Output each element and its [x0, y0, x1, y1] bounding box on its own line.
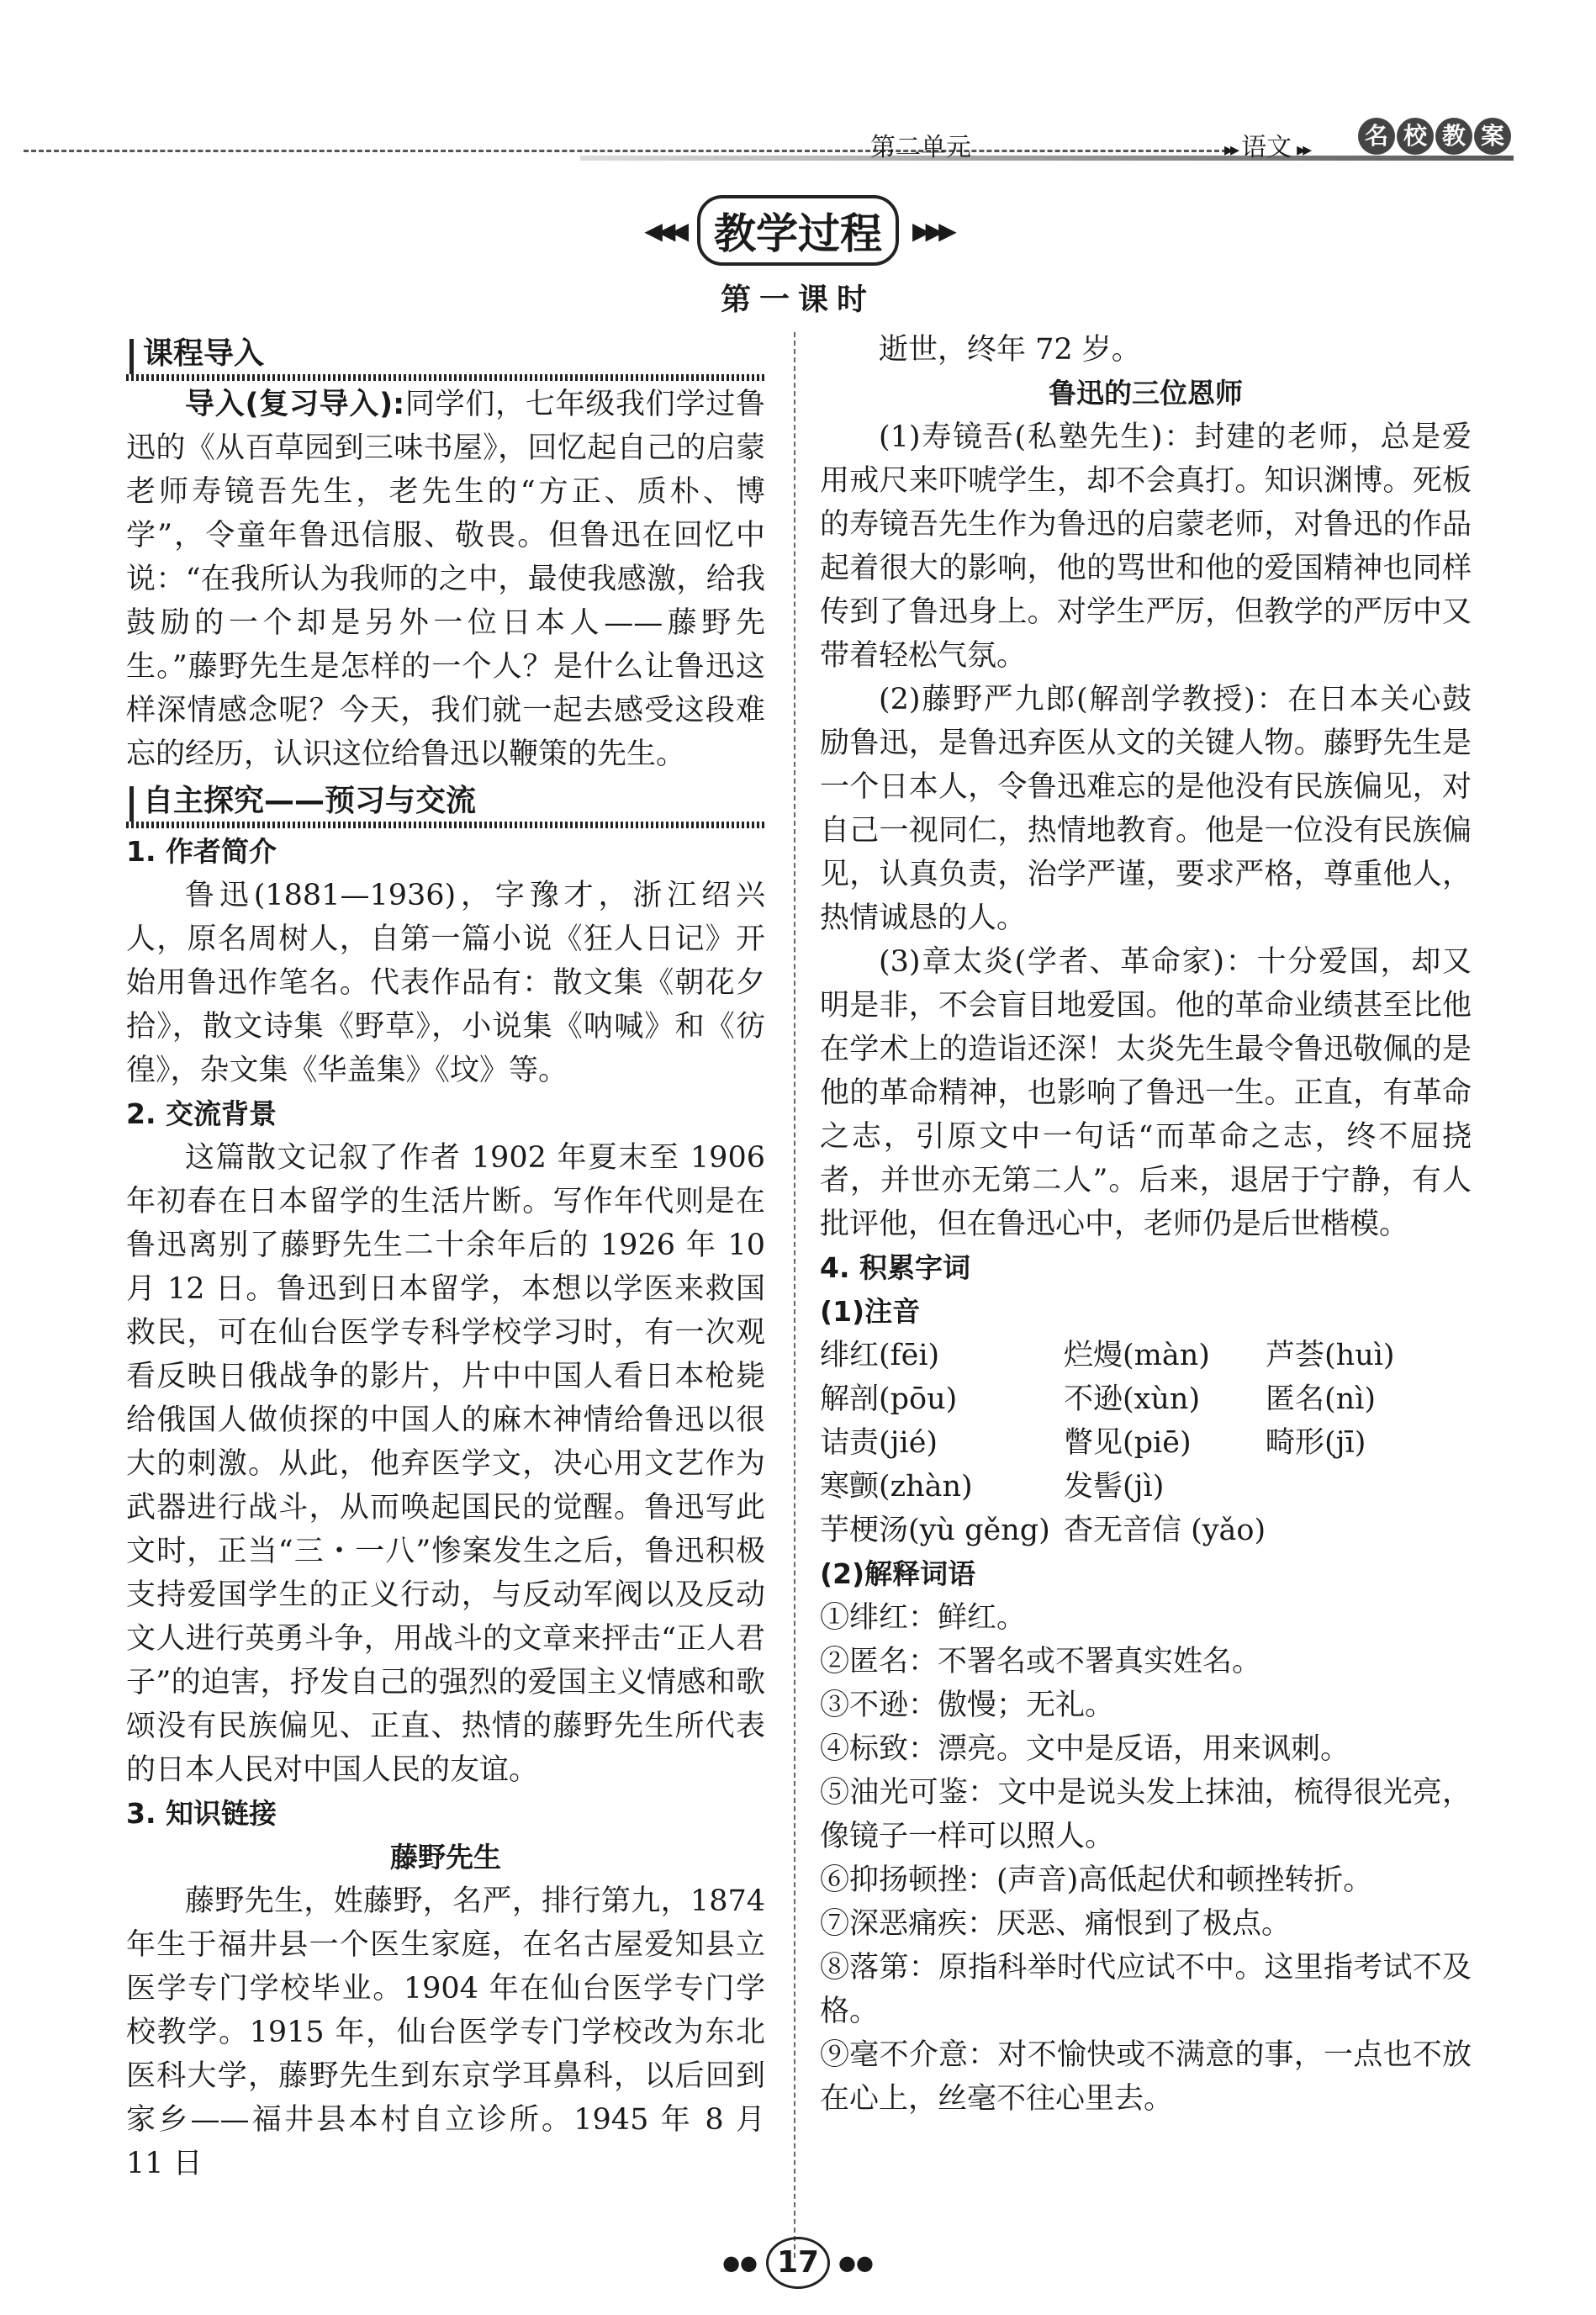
header-unit: 第二单元 — [870, 133, 971, 162]
definition-item: ⑥抑扬顿挫：(声音)高低起伏和顿挫转折。 — [820, 1863, 1373, 1897]
section-banner — [0, 195, 1596, 266]
intro-paragraph: 导入(复习导入):同学们，七年级我们学过鲁迅的《从百草园到三味书屋》，回忆起自己的启蒙老师寿镜吾先生，老先生的“方正、质朴、博学”，令童年鲁迅信服、敬畏。但鲁迅在回忆中说：“在我所认为我师的之中，最使我感激，给我鼓励的一个却是另外一位日本人——藤野先生。”藤野先生是怎样的一个人？是什么让鲁迅这样深情感念呢？今天，我们就一起去感受这段难忘的经历，认识这位给鲁迅以鞭策的先生。 — [126, 388, 765, 771]
right-column — [820, 328, 1472, 2121]
header-brand — [1358, 118, 1513, 155]
pinyin-item: 诘责(jié) — [820, 1426, 938, 1460]
pinyin-item: 芋梗汤(yù gěng) — [820, 1514, 1050, 1547]
pinyin-item: 杳无音信 (yǎo) — [1064, 1514, 1266, 1547]
pinyin-item — [1266, 1509, 1467, 1552]
paragraph: (2)藤野严九郎(解剖学教授)：在日本关心鼓励鲁迅，是鲁迅弃医从文的关键人物。藤野先生是一个日本人，令鲁迅难忘的是他没有民族偏见，对自己一视同仁，热情地教育。他是一位没有民族偏见，认真负责，治学严谨，要求严格，尊重他人，热情诚恳的人。 — [820, 683, 1472, 935]
subsection-title: (2)解释词语 — [820, 1557, 976, 1590]
pinyin-item: 匿名(nì) — [1266, 1382, 1377, 1416]
paragraph: 这篇散文记叙了作者 1902 年夏末至 1906 年初春在日本留学的生活片断。写作年代则是在鲁迅离别了藤野先生二十余年后的 1926 年 10 月 12 日。鲁迅到日本留学，本想以学医来救国救民，可在仙台医学专科学校学习时，有一次观看反映日俄战争的影片，片中中国人看日本枪毙给俄国人做侦探的中国人的麻木神情给鲁迅以很大的刺激。从此，他弃医学文，决心用文艺作为武器进行战斗，从而唤起国民的觉醒。鲁迅写此文时，正当“三・一八”惨案发生之后，鲁迅积极支持爱国学生的正义行动，与反动军阀以及反动文人进行英勇斗争，用战斗的文章来抨击“正人君子”的迫害，抒发自己的强烈的爱国主义情感和歌颂没有民族偏见、正直、热情的藤野先生所代表的日本人民对中国人民的友谊。 — [126, 1141, 765, 1787]
definition-item: ⑧落第：原指科举时代应试不中。这里指考试不及格。 — [820, 1951, 1472, 2028]
page-title: 教学过程 — [697, 195, 899, 266]
subheading: 鲁迅的三位恩师 — [1049, 377, 1243, 410]
brand-char: 案 — [1474, 118, 1511, 155]
pinyin-item: 畸形(jī) — [1266, 1426, 1366, 1460]
subsection-title: 4. 积累字词 — [820, 1251, 970, 1284]
definition-item: ①绯红：鲜红。 — [820, 1601, 1027, 1635]
section-heading: 课程导入 — [126, 332, 765, 383]
subsection-title: 3. 知识链接 — [126, 1797, 277, 1830]
pinyin-item: 瞥见(piē) — [1064, 1426, 1192, 1460]
left-arrows-icon: ◀◀◀ — [644, 216, 684, 245]
dots-icon: ●● — [838, 2251, 874, 2275]
pinyin-item: 发髻(jì) — [1064, 1470, 1165, 1504]
subheading: 藤野先生 — [390, 1841, 501, 1874]
pinyin-item: 芦荟(huì) — [1266, 1339, 1395, 1372]
page-number: ●● 17 ●● — [0, 2237, 1596, 2289]
paragraph: 逝世，终年 72 岁。 — [879, 333, 1141, 367]
header-dashed-line — [24, 150, 1234, 152]
pinyin-item: 解剖(pōu) — [820, 1382, 958, 1416]
pinyin-grid — [820, 1334, 1472, 1552]
definition-item: ③不逊：傲慢；无礼。 — [820, 1689, 1115, 1722]
paragraph: (1)寿镜吾(私塾先生)：封建的老师，总是爱用戒尺来吓唬学生，却不会真打。知识渊博。死板的寿镜吾先生作为鲁迅的启蒙老师，对鲁迅的作品起着很大的影响，他的骂世和他的爱国精神也同样传到了鲁迅身上。对学生严厉，但教学的严厉中又带着轻松气氛。 — [820, 420, 1472, 673]
subsection-title: 1. 作者简介 — [126, 835, 277, 868]
definition-item: ⑨毫不介意：对不愉快或不满意的事，一点也不放在心上，丝毫不往心里去。 — [820, 2038, 1472, 2116]
left-column — [126, 332, 765, 2186]
pinyin-item — [1266, 1465, 1467, 1509]
lesson-title: 第一课时 — [720, 283, 875, 317]
dots-icon: ●● — [722, 2251, 758, 2275]
header-subject: ▸▸ 语文 ▸▸ — [1224, 133, 1309, 162]
brand-char: 名 — [1358, 118, 1395, 155]
definition-item: ②匿名：不署名或不署真实姓名。 — [820, 1645, 1262, 1678]
brand-char: 教 — [1435, 118, 1472, 155]
pinyin-item: 寒颤(zhàn) — [820, 1470, 973, 1504]
header-gradient-bar — [580, 156, 1514, 161]
paragraph: (3)章太炎(学者、革命家)：十分爱国，却又明是非，不会盲目地爱国。他的革命业绩甚至比他在学术上的造诣还深！太炎先生最令鲁迅敬佩的是他的革命精神，也影响了鲁迅一生。正直，有革命之志，引原文中一句话“而革命之志，终不屈挠者，并世亦无第二人”。后来，退居于宁静，有人批评他，但在鲁迅心中，老师仍是后世楷模。 — [820, 945, 1472, 1241]
definition-item: ⑤油光可鉴：文中是说头发上抹油，梳得很光亮，像镜子一样可以照人。 — [820, 1776, 1472, 1853]
subsection-title: 2. 交流背景 — [126, 1097, 277, 1130]
definition-item: ⑦深恶痛疾：厌恶、痛恨到了极点。 — [820, 1907, 1292, 1941]
pinyin-item: 绯红(fēi) — [820, 1339, 940, 1372]
paragraph: 鲁迅(1881—1936)，字豫才，浙江绍兴人，原名周树人，自第一篇小说《狂人日记》开始用鲁迅作笔名。代表作品有：散文集《朝花夕拾》，散文诗集《野草》，小说集《呐喊》和《彷徨》，杂文集《华盖集》《坟》等。 — [126, 879, 765, 1087]
right-arrows-icon: ▶▶▶ — [912, 216, 952, 245]
definition-item: ④标致：漂亮。文中是反语，用来讽刺。 — [820, 1732, 1350, 1766]
subsection-title: (1)注音 — [820, 1295, 921, 1328]
section-heading: 自主探究——预习与交流 — [126, 780, 765, 830]
brand-char: 校 — [1397, 118, 1434, 155]
column-divider — [794, 332, 795, 2258]
pinyin-item: 不逊(xùn) — [1064, 1382, 1201, 1416]
paragraph: 藤野先生，姓藤野，名严，排行第九，1874 年生于福井县一个医生家庭，在名古屋爱知县立医学专门学校毕业。1904 年在仙台医学专门学校教学。1915 年，仙台医学专门学校改为东北医科大学，藤野先生到东京学耳鼻科，以后回到家乡——福井县本村自立诊所。1945 年 8 月 11 日 — [126, 1884, 765, 2180]
pinyin-item: 烂熳(màn) — [1064, 1339, 1210, 1372]
